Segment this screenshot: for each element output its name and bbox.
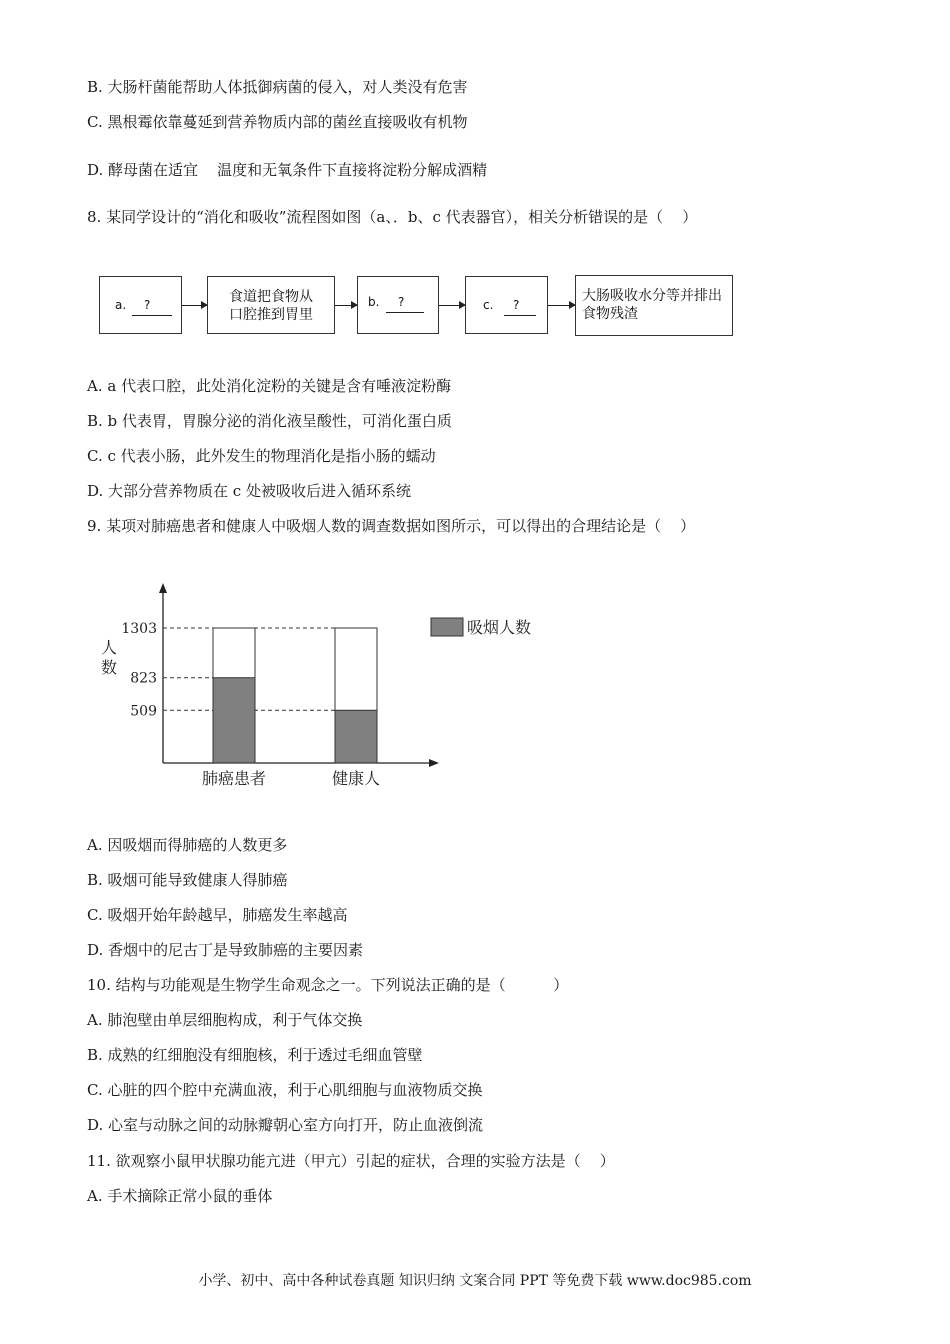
y-tick-label-1303: 1303 <box>121 621 157 637</box>
y-tick-label-509: 509 <box>130 703 157 720</box>
q11-option-a: A. 手术摘除正常小鼠的垂体 <box>87 1187 273 1205</box>
bar-smoker-1 <box>335 710 377 763</box>
flow-c-label: c. <box>483 298 494 312</box>
y-tick-label-823: 823 <box>130 670 157 687</box>
smoking-bar-chart <box>95 575 555 795</box>
flow-step-large-intestine <box>575 275 733 336</box>
bar-smoker-0 <box>213 678 255 763</box>
q8-stem: 8. 某同学设计的“消化和吸收”流程图如图（a、．b、c 代表器官），相关分析错误的是（ ） <box>87 208 698 226</box>
page-footer: 小学、初中、高中各种试卷真题 知识归纳 文案合同 PPT 等免费下载 www.doc985.com <box>198 1273 752 1289</box>
flow-b-underline <box>386 312 424 313</box>
y-axis-label: 人数 <box>100 638 118 677</box>
flow-b-label: b. <box>368 295 380 309</box>
flow-step-esophagus <box>207 276 335 334</box>
flow-esophagus-line1: 食道把食物从 <box>229 289 313 305</box>
legend-label: 吸烟人数 <box>467 618 532 637</box>
flow-a-blank: ? <box>144 298 151 312</box>
legend-swatch <box>431 618 463 636</box>
flow-a-label: a. <box>115 298 127 312</box>
flow-step-b <box>357 276 439 334</box>
flow-b-blank: ? <box>398 295 405 309</box>
q10-option-c: C. 心脏的四个腔中充满血液，利于心肌细胞与血液物质交换 <box>87 1081 483 1099</box>
x-axis-arrow <box>429 759 439 767</box>
flow-intestine-line1: 大肠吸收水分等并排出 <box>582 288 722 304</box>
q10-option-d: D. 心室与动脉之间的动脉瓣朝心室方向打开，防止血液倒流 <box>87 1116 484 1134</box>
q9-option-a: A. 因吸烟而得肺癌的人数更多 <box>87 836 288 854</box>
x-tick-label-0: 肺癌患者 <box>201 769 267 788</box>
flow-arrow-4 <box>548 305 575 306</box>
y-axis-arrow <box>159 583 167 593</box>
flow-arrow-2 <box>335 305 357 306</box>
q10-option-a: A. 肺泡壁由单层细胞构成，利于气体交换 <box>87 1011 363 1029</box>
flow-c-underline <box>504 315 536 316</box>
q11-stem: 11. 欲观察小鼠甲状腺功能亢进（甲亢）引起的症状，合理的实验方法是（ ） <box>87 1152 615 1170</box>
q8-option-d: D. 大部分营养物质在 c 处被吸收后进入循环系统 <box>87 482 411 500</box>
q9-option-c: C. 吸烟开始年龄越早，肺癌发生率越高 <box>87 906 348 924</box>
flow-arrow-1 <box>182 305 207 306</box>
q7-option-d: D. 酵母菌在适宜 温度和无氧条件下直接将淀粉分解成酒精 <box>87 161 488 179</box>
q9-stem: 9. 某项对肺癌患者和健康人中吸烟人数的调查数据如图所示，可以得出的合理结论是（ ） <box>87 517 696 535</box>
x-tick-label-1: 健康人 <box>331 769 381 788</box>
q10-stem: 10. 结构与功能观是生物学生命观念之一。下列说法正确的是（ ） <box>87 976 569 994</box>
q9-option-d: D. 香烟中的尼古丁是导致肺癌的主要因素 <box>87 941 364 959</box>
q8-option-c: C. c 代表小肠，此外发生的物理消化是指小肠的蠕动 <box>87 447 436 465</box>
q8-option-b: B. b 代表胃，胃腺分泌的消化液呈酸性，可消化蛋白质 <box>87 412 452 430</box>
q10-option-b: B. 成熟的红细胞没有细胞核，利于透过毛细血管壁 <box>87 1046 423 1064</box>
q7-option-c: C. 黑根霉依靠蔓延到营养物质内部的菌丝直接吸收有机物 <box>87 113 468 131</box>
q8-option-a: A. a 代表口腔，此处消化淀粉的关键是含有唾液淀粉酶 <box>87 377 452 395</box>
flow-c-blank: ? <box>513 298 520 312</box>
flow-a-underline <box>132 315 172 316</box>
flow-intestine-line2: 食物残渣 <box>582 306 638 322</box>
q9-option-b: B. 吸烟可能导致健康人得肺癌 <box>87 871 288 889</box>
q7-option-b: B. 大肠杆菌能帮助人体抵御病菌的侵入，对人类没有危害 <box>87 78 468 96</box>
flow-step-c <box>465 276 548 334</box>
flow-arrow-3 <box>439 305 465 306</box>
flow-step-a <box>99 276 182 334</box>
flow-esophagus-line2: 口腔推到胃里 <box>229 307 313 323</box>
